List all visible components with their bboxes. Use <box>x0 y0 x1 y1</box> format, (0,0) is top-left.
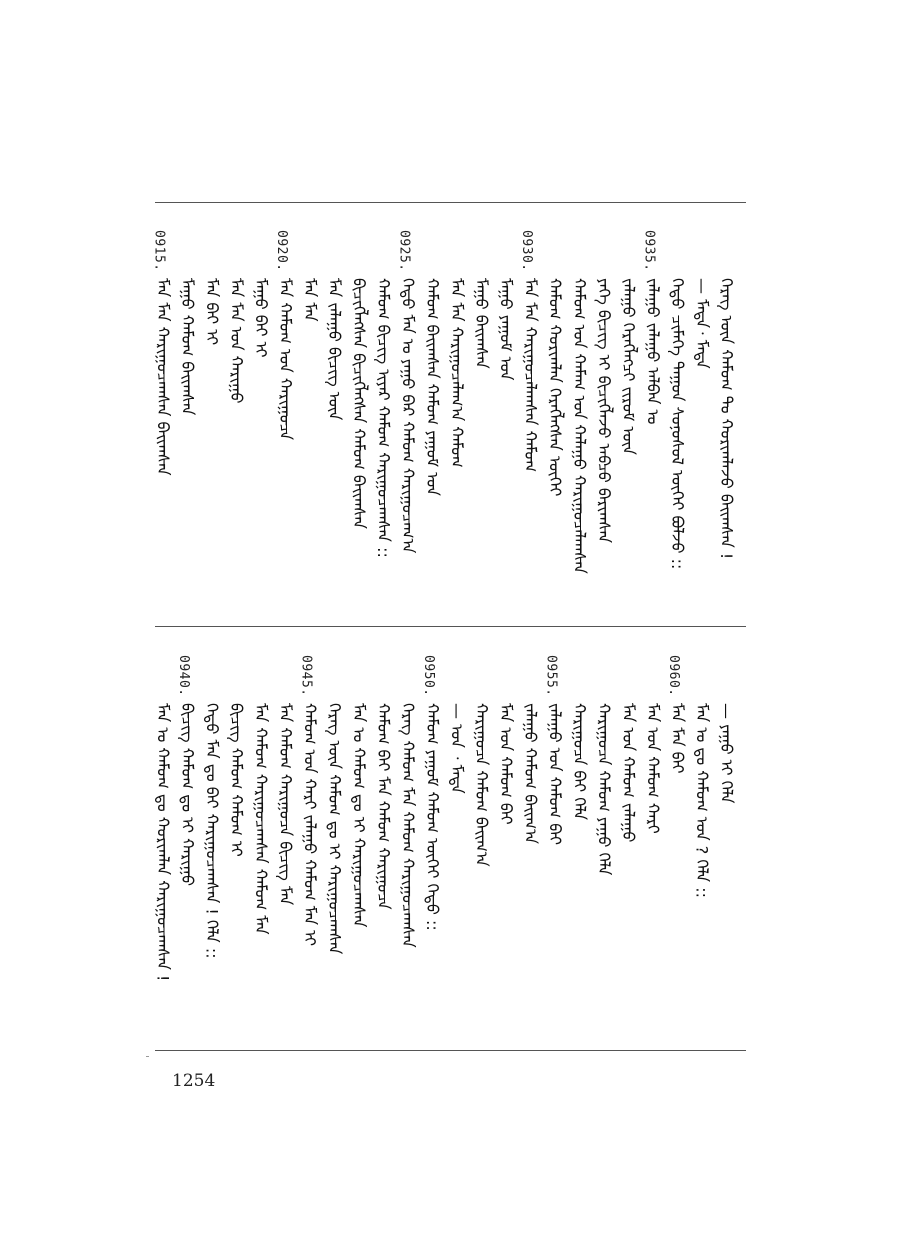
verse-text: ᠮᠠᠨ ᠤᠨ ᠬᠠᠮᠤᠭ ᠬᠠᠷᠢ <box>643 703 663 834</box>
verse-text: ᠬᠠᠮᠤᠭ ᠪᠠᠢ ᠮᠠᠨ ᠬᠠᠮᠤᠭ ᠬᠠᠷᠢᠭᠤᠴᠠ <box>374 703 393 910</box>
verse-text: ᠮᠠᠨ ᠮᠠᠨ ᠬᠠᠷᠢᠭᠤᠴᠠᠯᠠᠭ᠎ᠠ ᠬᠠᠮᠤᠭ <box>447 278 467 468</box>
verse-text: ᠬᠠᠮᠤᠭ ᠤᠨ ᠬᠠᠷᠢ ᠵᠠᠯᠠᠭᠤ ᠬᠠᠮᠤᠭ ᠮᠠᠨ ᠢ <box>300 703 320 947</box>
verse-line <box>225 655 249 1035</box>
bottom-rule <box>155 1050 746 1051</box>
verse-text: ᠬᠠᠷᠢᠭᠤᠴᠠ ᠪᠠᠢ ᠬᠡᠯᠡ <box>570 703 589 821</box>
verse-line <box>691 230 715 610</box>
line-number: 0935. <box>641 230 657 272</box>
verse-text: ᠬᠠᠮᠤᠭ ᠪᠢᠴᠢᠭ ᠢᠶᠡᠷ ᠬᠠᠮᠤᠭ ᠬᠠᠷᠢᠭᠤᠴᠠᠭᠰᠠᠨ :: <box>374 278 393 558</box>
verse-line <box>446 655 470 1035</box>
line-number: 0950. <box>421 655 436 697</box>
margin-mark <box>146 1056 149 1057</box>
verse-line <box>691 655 715 1035</box>
verse-text: ᠬᠡᠳᠦ ᠮᠠᠨ ᠤ ᠶᠠᠭᠤ ᠪᠠᠷ ᠬᠠᠮᠤᠭ ᠬᠠᠷᠢᠭᠤᠴᠠᠭ᠎ᠠ <box>398 278 418 554</box>
verse-line <box>593 230 617 610</box>
verse-line <box>446 230 470 610</box>
verse-text: ᠮᠠᠨ ᠤ ᠳᠤ ᠬᠠᠮᠤᠭ ᠤᠨ ? ᠬᠡᠯᠡ :: <box>692 703 712 898</box>
verse-line <box>544 230 568 610</box>
poem-panel-bottom <box>155 655 746 1045</box>
verse-text: ᠬᠠᠮᠤᠭ ᠬᠣᠷᠢᠭᠯᠠᠨ ᠬᠡᠷᠡᠭᠯᠡᠭᠰᠡᠨ ᠦᠭᠡᠢ <box>545 278 565 497</box>
page-number: 1254 <box>172 1071 216 1091</box>
verse-line <box>519 655 543 1035</box>
verse-line <box>715 655 739 1035</box>
verse-text: ᠮᠠᠭᠤ ᠪᠠᠢᠭᠰᠠᠨ <box>472 278 491 369</box>
verse-line <box>201 655 225 1035</box>
verse-text: ᠮᠠᠭᠤ ᠶᠠᠭᠤᠮ ᠤᠨ <box>496 278 516 381</box>
verse-text: ᠮᠠᠭᠤ ᠪᠠᠢ ᠢ <box>251 278 271 358</box>
verse-text: ᠮᠠᠨ ᠮᠠᠨ ᠤᠨ ᠬᠠᠷᠢᠭᠤ <box>227 278 246 404</box>
verse-line <box>323 230 347 610</box>
verse-line <box>274 230 298 610</box>
verse-text: ᠮᠠᠨ ᠮᠠᠨ ᠬᠠᠷᠢᠭᠤᠴᠠᠯᠠᠭᠰᠠᠨ ᠬᠠᠮᠤᠭ <box>521 278 540 473</box>
line-number: 0920. <box>274 230 289 272</box>
verse-text: ᠮᠠᠨ ᠬᠠᠮᠤᠭ ᠬᠠᠷᠢᠭᠤᠴᠠ ᠪᠢᠴᠢᠭ ᠮᠠᠨ <box>276 703 295 906</box>
verse-line <box>568 230 592 610</box>
verse-line <box>152 655 176 1035</box>
verse-line <box>470 655 494 1035</box>
verse-text: ᠮᠠᠭᠤ ᠬᠠᠮᠤᠭ ᠪᠠᠢᠭᠰᠠᠨ <box>178 278 197 416</box>
verse-text: ᠶᠡᠬᠡ ᠪᠢᠴᠢᠭ ᠢ ᠪᠢᠴᠢᠭᠯᠡᠵᠦ ᠠᠪᠴᠤ ᠪᠠᠷᠢᠭᠰᠠᠨ <box>594 278 614 544</box>
verse-line <box>715 230 739 610</box>
verse-text: ᠮᠠᠨ ᠤᠨ ᠬᠠᠮᠤᠭ ᠪᠠᠢ <box>496 703 516 825</box>
verse-text: ᠬᠡᠷᠡᠭ ᠦᠨ ᠬᠠᠮᠤᠭ ᠳᠤ ᠢ ᠬᠠᠷᠢᠭᠤᠴᠠᠭᠰᠠᠨ <box>325 703 344 955</box>
verse-line <box>544 655 568 1035</box>
verse-line <box>225 230 249 610</box>
verse-text: — ᠶᠠᠭᠤ ᠢ ᠬᠡᠯᠡ <box>717 703 736 804</box>
verse-text: ᠬᠠᠮᠤᠭ ᠶᠠᠭᠤᠮ ᠬᠠᠮᠤᠭ ᠦᠭᠡᠢ ᠬᠡᠳᠦ :: <box>423 703 442 931</box>
verse-line <box>519 230 543 610</box>
verse-text: — ᠤᠨ ᠂ ᠮᠡᠳᠡ <box>447 703 467 794</box>
verse-text: ᠵᠠᠯᠠᠭᠤ ᠵᠠᠯᠠᠭᠤ ᠠᠯᠪᠠᠨ ᠤ <box>643 278 663 425</box>
verse-line <box>299 655 323 1035</box>
verse-line <box>348 230 372 610</box>
verse-line <box>470 230 494 610</box>
verse-line <box>201 230 225 610</box>
line-number: 0960. <box>666 655 681 697</box>
line-number: 0945. <box>298 655 314 697</box>
verse-text: ᠵᠠᠯᠠᠭᠤ ᠬᠠᠮᠤᠭ ᠪᠠᠢᠭ᠎ᠠ <box>521 703 540 844</box>
verse-text: ᠮᠠᠨ ᠬᠠᠮᠤᠭ ᠬᠠᠷᠢᠭᠤᠴᠠᠭᠰᠠᠨ ᠬᠠᠮᠤᠭ ᠮᠠᠨ <box>251 703 271 935</box>
verse-text: ᠮᠠᠨ ᠤ ᠬᠠᠮᠤᠭ ᠳᠤ ᠬᠣᠷᠢᠭᠯᠠᠨ ᠬᠠᠷᠢᠭᠤᠴᠠᠭᠰᠠᠨ ! <box>153 703 173 982</box>
verse-line <box>617 230 641 610</box>
verse-text: ᠬᠠᠮᠤᠭ ᠤᠨ ᠬᠠᠮᠠᠭ ᠤᠨ ᠬᠠᠯᠠᠭᠤ ᠬᠠᠷᠢᠭᠤᠴᠠᠯᠠᠭᠰᠠᠨ <box>570 278 589 574</box>
verse-line <box>299 230 323 610</box>
verse-line <box>348 655 372 1035</box>
verse-text: ᠮᠠᠨ ᠮᠠᠨ <box>300 278 320 322</box>
verse-line <box>397 230 421 610</box>
verse-text: ᠮᠠᠨ ᠮᠠᠨ ᠬᠠᠷᠢᠭᠤᠴᠠᠭᠰᠠᠨ ᠪᠠᠢᠭᠰᠠᠨ <box>153 278 173 476</box>
verse-text: ᠮᠠᠨ ᠪᠠᠢ ᠢ <box>202 278 222 346</box>
verse-line <box>666 230 690 610</box>
middle-rule <box>155 626 746 627</box>
verse-text: ᠪᠢᠴᠢᠭᠯᠡᠭᠰᠡᠨ ᠪᠢᠴᠢᠭᠯᠡᠭᠰᠡᠨ ᠬᠠᠮᠤᠭ ᠪᠠᠢᠭᠰᠠᠨ <box>349 278 369 529</box>
verse-text: ᠬᠡᠷᠡᠭ ᠬᠠᠮᠤᠭ ᠮᠠᠨ ᠬᠠᠮᠤᠭ ᠬᠠᠷᠢᠭᠤᠴᠠᠭᠰᠠᠨ <box>398 703 418 948</box>
verse-line <box>372 655 396 1035</box>
verse-line <box>421 230 445 610</box>
line-number: 0930. <box>519 230 534 272</box>
verse-line <box>495 230 519 610</box>
verse-text: ᠵᠠᠯᠠᠭᠤ ᠬᠡᠷᠡᠭᠯᠡᠭᠴᠢ ᠵᠢᠷᠦᠮ ᠦᠨ <box>619 278 638 455</box>
verse-line <box>617 655 641 1035</box>
verse-text: ᠵᠠᠯᠠᠭᠤ ᠤᠨ ᠬᠠᠮᠤᠭ ᠪᠠᠢ <box>545 703 565 846</box>
line-number: 0925. <box>396 230 412 272</box>
top-rule <box>155 202 746 203</box>
verse-text: ᠮᠠᠨ ᠤ ᠬᠠᠮᠤᠭ ᠳᠤ ᠢ ᠬᠠᠷᠢᠭᠤᠴᠠᠭᠰᠠᠨ <box>349 703 369 928</box>
verse-text: ᠪᠢᠴᠢᠭ ᠬᠠᠮᠤᠭ ᠳᠤ ᠢ ᠬᠠᠷᠢᠭᠤ <box>178 703 197 887</box>
verse-line <box>250 655 274 1035</box>
verse-text: ᠬᠠᠷᠢᠭᠤᠴᠠ ᠬᠠᠮᠤᠭ ᠶᠠᠭᠤ ᠬᠡᠯᠡ <box>594 703 614 876</box>
verse-line <box>495 655 519 1035</box>
verse-text: — ᠮᠡᠳᠡ᠂ ᠮᠡᠳᠡ <box>692 278 712 369</box>
line-number: 0940. <box>176 655 191 697</box>
verse-line <box>152 230 176 610</box>
verse-text: ᠬᠡᠳᠦ ᠴᠢᠮᠡᠭᠡ ᠳᠠᠭᠤᠨ ᠰᠣᠨᠣᠰᠤᠯ ᠦᠭᠡᠢ ᠪᠣᠯᠵᠤ :: <box>668 278 687 570</box>
verse-text: ᠮᠠᠨ ᠮᠠᠨ ᠪᠠᠢ <box>668 703 687 774</box>
verse-text: ᠬᠡᠳᠦ ᠮᠠᠨ ᠳᠤ ᠪᠠᠢ ᠬᠠᠷᠢᠭᠤᠴᠠᠭᠰᠠᠨ ! ᠬᠡᠯᠡ :: <box>202 703 222 959</box>
verse-line <box>397 655 421 1035</box>
poem-panel-top <box>151 230 746 620</box>
verse-line <box>250 230 274 610</box>
verse-text: ᠮᠠᠨ ᠵᠠᠯᠠᠭᠤ ᠪᠢᠴᠢᠭ ᠦᠨ <box>325 278 344 421</box>
verse-text: ᠬᠠᠮᠤᠭ ᠪᠠᠢᠭᠰᠠᠨ ᠬᠠᠮᠤᠭ ᠶᠠᠭᠤᠮ ᠤᠨ <box>423 278 442 497</box>
verse-text: ᠬᠠᠷᠢᠭᠤᠴᠠ ᠬᠠᠮᠤᠭ ᠪᠠᠢᠭ᠎ᠠ <box>472 703 491 867</box>
verse-text: ᠮᠠᠨ ᠤᠨ ᠬᠠᠮᠤᠭ ᠵᠠᠯᠠᠭᠤ <box>619 703 638 843</box>
verse-line <box>593 655 617 1035</box>
verse-line <box>568 655 592 1035</box>
verse-text: ᠬᠡᠷᠡᠭ ᠦᠨ ᠬᠠᠮᠤᠭ ᠲᠤ ᠬᠣᠷᠢᠭᠯᠠᠵᠤ ᠪᠠᠢᠭᠰᠠᠨ ! <box>717 278 736 560</box>
line-number: 0915. <box>151 230 167 272</box>
line-number: 0955. <box>543 655 559 697</box>
verse-line <box>176 655 200 1035</box>
verse-line <box>372 230 396 610</box>
verse-line <box>323 655 347 1035</box>
verse-line <box>421 655 445 1035</box>
verse-text: ᠪᠢᠴᠢᠭ ᠬᠠᠮᠤᠭ ᠬᠠᠮᠤᠭ ᠢ <box>227 703 246 857</box>
verse-line <box>274 655 298 1035</box>
verse-line <box>642 655 666 1035</box>
verse-line <box>176 230 200 610</box>
verse-line <box>666 655 690 1035</box>
verse-line <box>642 230 666 610</box>
verse-text: ᠮᠠᠨ ᠬᠠᠮᠤᠭ ᠤᠨ ᠬᠠᠷᠢᠭᠤᠴᠠ <box>276 278 295 441</box>
